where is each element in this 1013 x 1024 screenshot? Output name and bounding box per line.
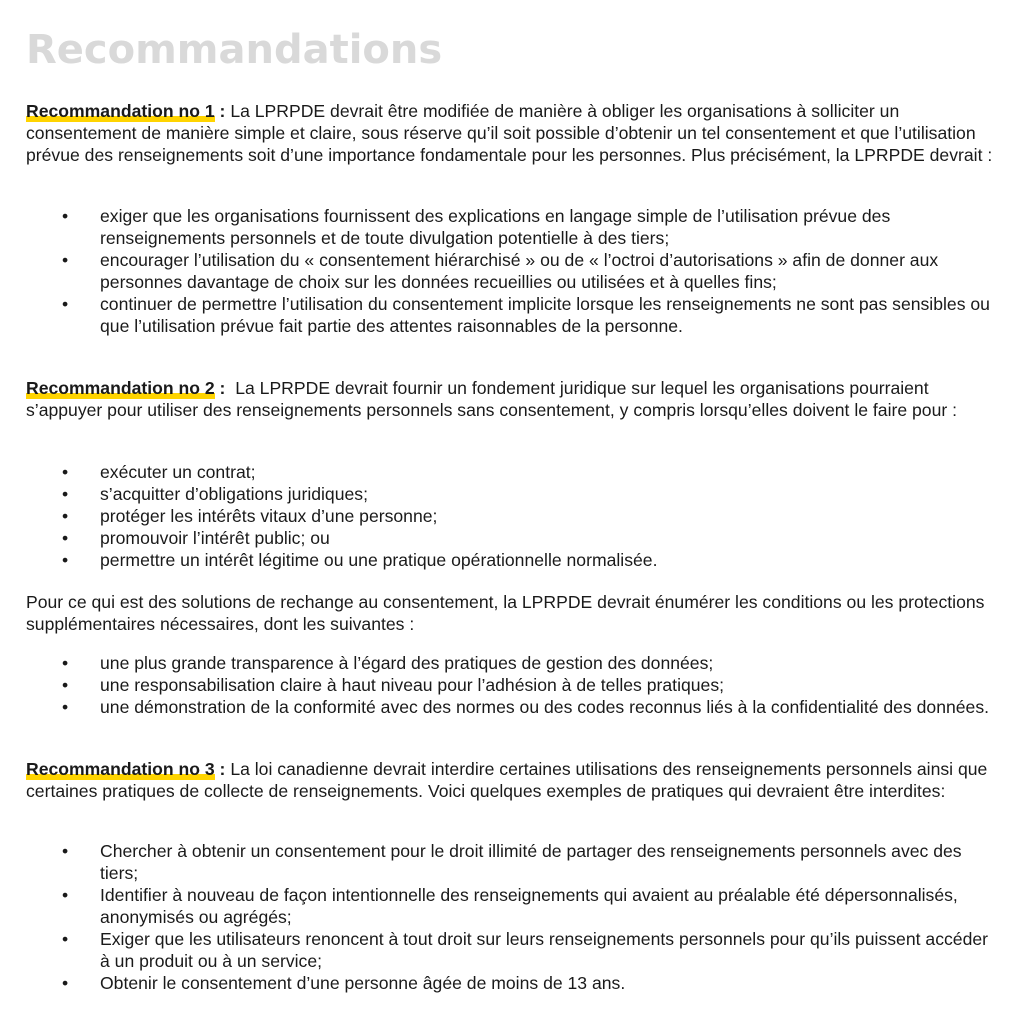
recommendation-1-list-wrap xyxy=(26,205,1001,337)
recommendation-1-paragraph: Recommandation no 1 : La LPRPDE devrait être modifiée de manière à obliger les organisations à solliciter un consentement de manière simple et claire, sous réserve qu’il soit possible d’obtenir un tel consentement et que l’utilisation prévue des renseignements soit d’une importance fondamentale pour les personnes. Plus précisément, la LPRPDE devrait : xyxy=(26,101,993,165)
recommendation-3 xyxy=(26,758,1001,802)
recommendation-3-label: Recommandation no 3 xyxy=(26,759,215,779)
alternatives-paragraph: Pour ce qui est des solutions de rechange au consentement, la LPRPDE devrait énumérer les conditions ou les protections supplémentaires nécessaires, dont les suivantes : xyxy=(26,592,985,634)
recommendation-2-label: Recommandation no 2 xyxy=(26,378,215,398)
recommendation-3-text: La loi canadienne devrait interdire certaines utilisations des renseignements personnels ainsi que certaines pratiques de collecte de renseignements. Voici quelques exemples de pratiques qui devraient être interdites: xyxy=(26,759,988,801)
list-item: • permettre un intérêt légitime ou une pratique opérationnelle normalisée. xyxy=(26,549,1001,571)
recommendation-3-list-wrap xyxy=(26,840,1001,994)
list-item: • continuer de permettre l’utilisation du consentement implicite lorsque les renseignements ne sont pas sensibles ou que l’utilisation prévue fait partie des attentes raisonnables de la personne. xyxy=(26,293,1001,337)
recommendation-1-list xyxy=(26,205,1001,337)
recommendation-2-list xyxy=(26,461,1001,571)
alternatives-paragraph-wrap xyxy=(26,591,1001,635)
recommendation-3-paragraph: Recommandation no 3 : La loi canadienne devrait interdire certaines utilisations des renseignements personnels ainsi que certaines pratiques de collecte de renseignements. Voici quelques exemples de pratiques qui devraient être interdites: xyxy=(26,759,988,801)
list-item: • s’acquitter d’obligations juridiques; xyxy=(26,483,1001,505)
list-item: • une responsabilisation claire à haut niveau pour l’adhésion à de telles pratiques; xyxy=(26,674,1001,696)
page-title: Recommandations xyxy=(26,27,443,73)
recommendation-1 xyxy=(26,100,1001,166)
recommendation-2 xyxy=(26,377,1001,421)
list-item: • une démonstration de la conformité avec des normes ou des codes reconnus liés à la confidentialité des données. xyxy=(26,696,1001,718)
list-item: • exiger que les organisations fournissent des explications en langage simple de l’utilisation prévue des renseignements personnels et de toute divulgation potentielle à des tiers; xyxy=(26,205,1001,249)
recommendation-1-label: Recommandation no 1 xyxy=(26,101,215,121)
alternatives-list-wrap xyxy=(26,652,1001,718)
list-item: • Identifier à nouveau de façon intentionnelle des renseignements qui avaient au préalable été dépersonnalisés, anonymisés ou agrégés; xyxy=(26,884,1001,928)
recommendation-2-text: La LPRPDE devrait fournir un fondement juridique sur lequel les organisations pourraient s’appuyer pour utiliser des renseignements personnels sans consentement, y compris lorsqu’elles doivent le faire pour : xyxy=(26,378,957,420)
recommendation-3-list xyxy=(26,840,1001,994)
list-item: • exécuter un contrat; xyxy=(26,461,1001,483)
recommendation-2-list-wrap xyxy=(26,461,1001,571)
alternatives-list xyxy=(26,652,1001,718)
list-item: • Chercher à obtenir un consentement pour le droit illimité de partager des renseignements personnels avec des tiers; xyxy=(26,840,1001,884)
list-item: • protéger les intérêts vitaux d’une personne; xyxy=(26,505,1001,527)
list-item: • Exiger que les utilisateurs renoncent à tout droit sur leurs renseignements personnels pour qu’ils puissent accéder à un produit ou à un service; xyxy=(26,928,1001,972)
recommendation-2-paragraph: Recommandation no 2 : La LPRPDE devrait fournir un fondement juridique sur lequel les organisations pourraient s’appuyer pour utiliser des renseignements personnels sans consentement, y compris lorsqu’elles doivent le faire pour : xyxy=(26,378,957,420)
list-item: • une plus grande transparence à l’égard des pratiques de gestion des données; xyxy=(26,652,1001,674)
list-item: • Obtenir le consentement d’une personne âgée de moins de 13 ans. xyxy=(26,972,1001,994)
recommendation-1-text: La LPRPDE devrait être modifiée de manière à obliger les organisations à solliciter un consentement de manière simple et claire, sous réserve qu’il soit possible d’obtenir un tel consentement et que l’utilisation prévue des renseignements soit d’une importance fondamentale pour les personnes. Plus précisément, la LPRPDE devrait : xyxy=(26,101,993,165)
list-item: • encourager l’utilisation du « consentement hiérarchisé » ou de « l’octroi d’autorisations » afin de donner aux personnes davantage de choix sur les données recueillies ou utilisées et à quelles fins; xyxy=(26,249,1001,293)
list-item: • promouvoir l’intérêt public; ou xyxy=(26,527,1001,549)
